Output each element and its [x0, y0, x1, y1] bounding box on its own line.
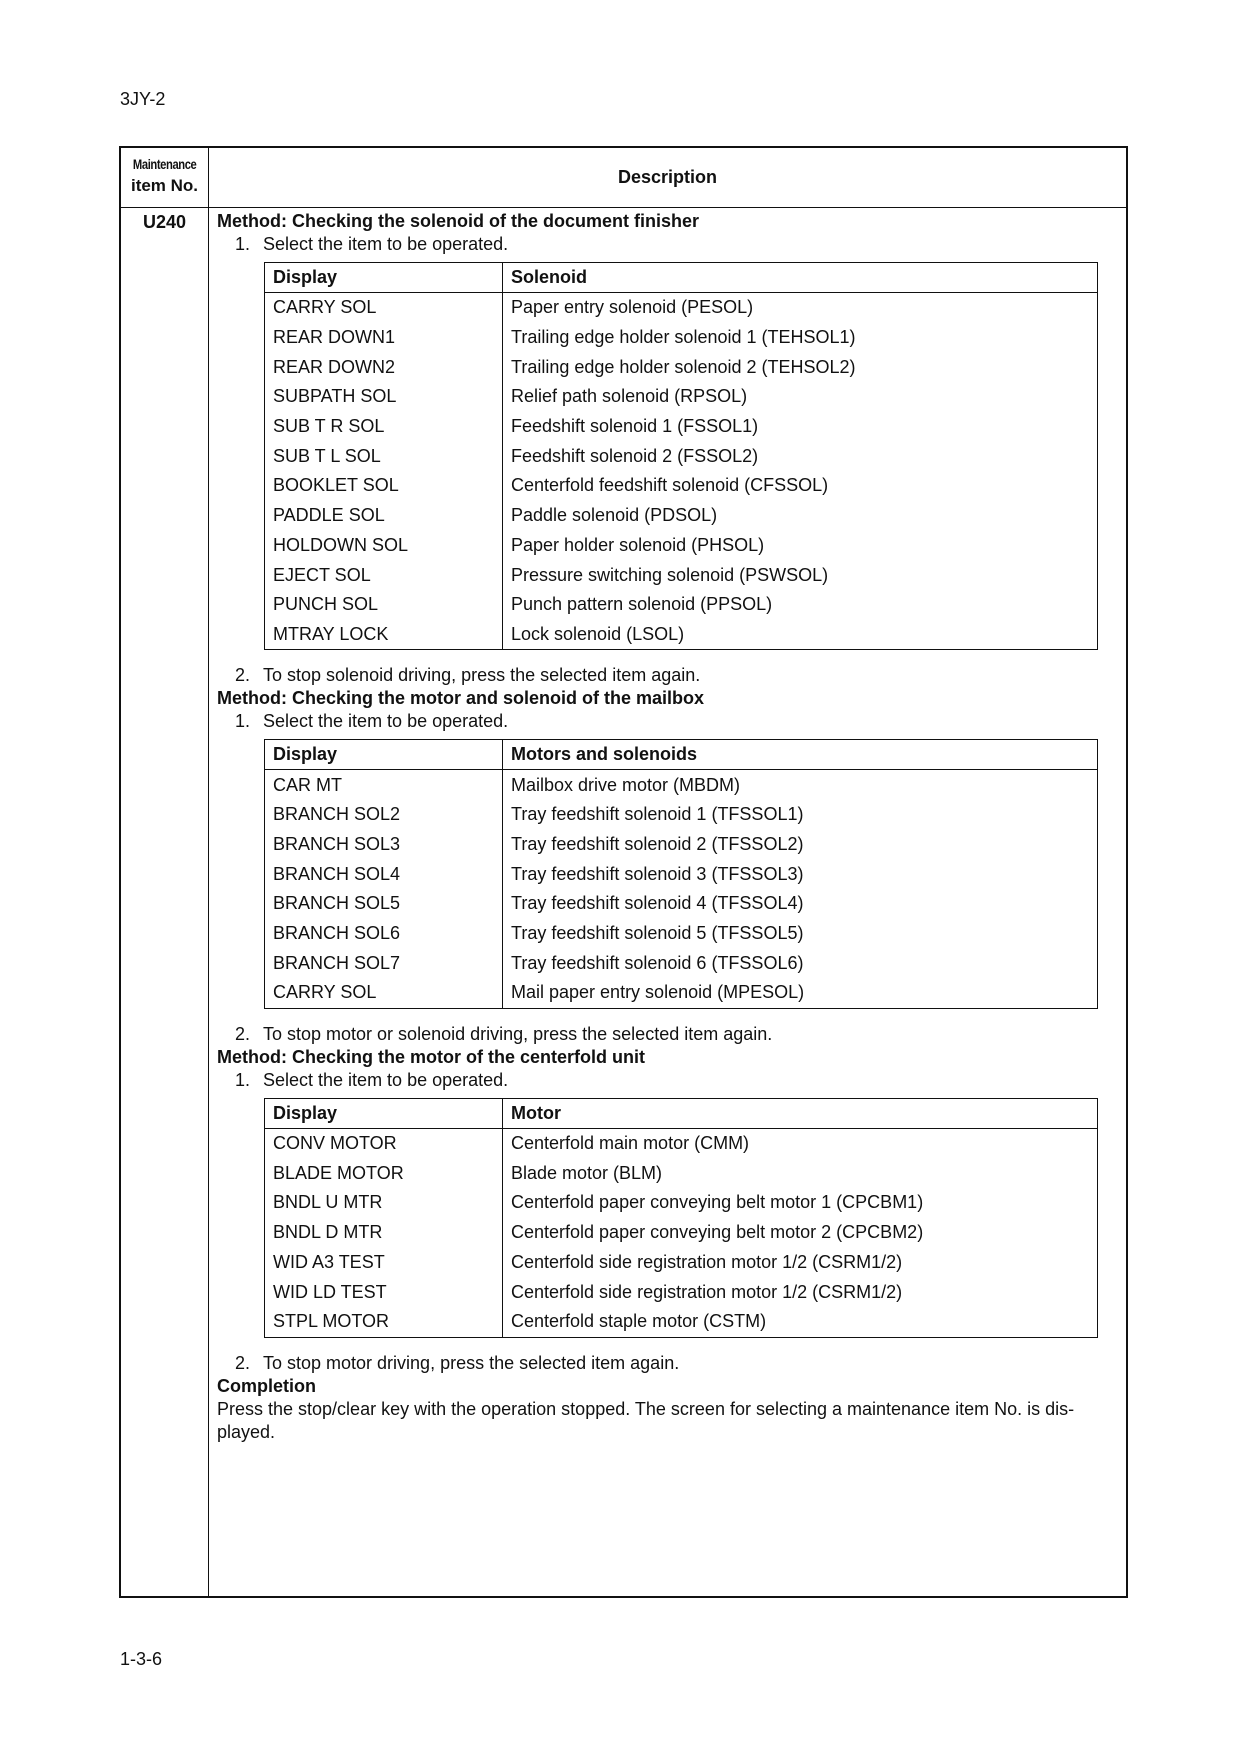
table-row	[265, 1218, 1098, 1248]
display-cell: CARRY SOL	[265, 293, 503, 323]
display-cell: BOOKLET SOL	[265, 471, 503, 501]
table-row	[265, 1188, 1098, 1218]
description-cell: Tray feedshift solenoid 4 (TFSSOL4)	[503, 889, 1098, 919]
description-cell: Centerfold paper conveying belt motor 1 (CPCBM1)	[503, 1188, 1098, 1218]
table-row	[265, 948, 1098, 978]
table-header-row	[265, 1098, 1098, 1128]
display-cell: CARRY SOL	[265, 978, 503, 1008]
step-text: To stop solenoid driving, press the selected item again.	[263, 665, 701, 686]
display-cell: SUB T L SOL	[265, 441, 503, 471]
step-text: Select the item to be operated.	[263, 234, 509, 254]
mailbox-table	[264, 739, 1098, 1009]
display-cell: BRANCH SOL2	[265, 800, 503, 830]
completion-text: Press the stop/clear key with the operation stopped. The screen for selecting a maintenance item No. is dis-played.	[217, 1398, 1075, 1442]
description-cell: Feedshift solenoid 1 (FSSOL1)	[503, 412, 1098, 442]
table-row	[265, 1158, 1098, 1188]
display-cell: BLADE MOTOR	[265, 1158, 503, 1188]
header-divider	[121, 207, 1126, 208]
description-cell: Punch pattern solenoid (PPSOL)	[503, 590, 1098, 620]
document-code: 3JY-2	[120, 89, 166, 109]
page-number: 1-3-6	[120, 1649, 163, 1669]
description-cell: Blade motor (BLM)	[503, 1158, 1098, 1188]
table-row	[265, 1248, 1098, 1278]
display-cell: WID A3 TEST	[265, 1248, 503, 1278]
display-cell: STPL MOTOR	[265, 1307, 503, 1337]
table-row	[265, 859, 1098, 889]
table-row	[265, 1128, 1098, 1158]
step-2: 2. To stop motor driving, press the selected item again.	[235, 1352, 680, 1373]
description-cell: Mailbox drive motor (MBDM)	[503, 770, 1098, 800]
description-cell: Centerfold paper conveying belt motor 2 (CPCBM2)	[503, 1218, 1098, 1248]
description-cell: Pressure switching solenoid (PSWSOL)	[503, 560, 1098, 590]
table-row	[265, 1307, 1098, 1337]
description-cell: Feedshift solenoid 2 (FSSOL2)	[503, 441, 1098, 471]
display-cell: BNDL U MTR	[265, 1188, 503, 1218]
solenoid-table	[264, 262, 1098, 650]
display-cell: PUNCH SOL	[265, 590, 503, 620]
table-row	[265, 800, 1098, 830]
maintenance-table	[119, 146, 1128, 1598]
column-divider	[208, 148, 209, 1596]
description-cell: Centerfold side registration motor 1/2 (CSRM1/2)	[503, 1277, 1098, 1307]
step-text: Select the item to be operated.	[263, 711, 509, 732]
table-row	[265, 501, 1098, 531]
table-row	[265, 919, 1098, 949]
step-text: To stop motor or solenoid driving, press the selected item again.	[263, 1023, 773, 1044]
item-number: U240	[142, 212, 187, 232]
table-header-cell: Solenoid	[503, 263, 1098, 293]
description-cell: Tray feedshift solenoid 5 (TFSSOL5)	[503, 919, 1098, 949]
display-cell: BRANCH SOL4	[265, 859, 503, 889]
display-cell: CAR MT	[265, 770, 503, 800]
table-row	[265, 531, 1098, 561]
table-row	[265, 471, 1098, 501]
display-cell: BRANCH SOL5	[265, 889, 503, 919]
description-cell: Relief path solenoid (RPSOL)	[503, 382, 1098, 412]
display-cell: BRANCH SOL6	[265, 919, 503, 949]
description-cell: Tray feedshift solenoid 6 (TFSSOL6)	[503, 948, 1098, 978]
display-cell: SUB T R SOL	[265, 412, 503, 442]
description-cell: Mail paper entry solenoid (MPESOL)	[503, 978, 1098, 1008]
step-text: Select the item to be operated.	[263, 1069, 509, 1090]
display-cell: CONV MOTOR	[265, 1128, 503, 1158]
table-row	[265, 412, 1098, 442]
table-row	[265, 293, 1098, 323]
table-row	[265, 620, 1098, 650]
description-cell: Paper entry solenoid (PESOL)	[503, 293, 1098, 323]
table-row	[265, 1277, 1098, 1307]
step-2: 2. To stop motor or solenoid driving, press the selected item again.	[235, 1023, 773, 1044]
table-row	[265, 382, 1098, 412]
table-header-cell: Motor	[503, 1098, 1098, 1128]
table-row	[265, 590, 1098, 620]
method-heading: Method: Checking the motor of the centerfold unit	[217, 1046, 645, 1067]
table-header-cell: Display	[265, 740, 503, 770]
table-row	[265, 441, 1098, 471]
description-cell: Paper holder solenoid (PHSOL)	[503, 531, 1098, 561]
table-row	[265, 770, 1098, 800]
display-cell: EJECT SOL	[265, 560, 503, 590]
table-header-cell: Motors and solenoids	[503, 740, 1098, 770]
description-cell: Trailing edge holder solenoid 1 (TEHSOL1)	[503, 323, 1098, 353]
table-header-cell: Display	[265, 1098, 503, 1128]
column-header-line2: item No.	[130, 176, 199, 195]
table-row	[265, 889, 1098, 919]
step-1: 1. Select the item to be operated.	[235, 711, 509, 732]
description-cell: Tray feedshift solenoid 3 (TFSSOL3)	[503, 859, 1098, 889]
table-row	[265, 352, 1098, 382]
display-cell: WID LD TEST	[265, 1277, 503, 1307]
table-row	[265, 978, 1098, 1008]
description-cell: Centerfold side registration motor 1/2 (CSRM1/2)	[503, 1248, 1098, 1278]
step-text: To stop motor driving, press the selected item again.	[263, 1352, 680, 1373]
table-header-cell: Display	[265, 263, 503, 293]
step-1: 1. Select the item to be operated.	[235, 234, 509, 254]
table-row	[265, 323, 1098, 353]
display-cell: BRANCH SOL7	[265, 948, 503, 978]
column-header-line1: Maintenance	[132, 156, 197, 172]
display-cell: SUBPATH SOL	[265, 382, 503, 412]
method-heading: Method: Checking the solenoid of the document finisher	[217, 211, 700, 231]
display-cell: PADDLE SOL	[265, 501, 503, 531]
description-cell: Centerfold main motor (CMM)	[503, 1128, 1098, 1158]
table-row	[265, 560, 1098, 590]
description-cell: Trailing edge holder solenoid 2 (TEHSOL2)	[503, 352, 1098, 382]
display-cell: BRANCH SOL3	[265, 830, 503, 860]
table-header-row	[265, 740, 1098, 770]
display-cell: MTRAY LOCK	[265, 620, 503, 650]
step-2: 2. To stop solenoid driving, press the selected item again.	[235, 665, 701, 686]
completion-heading: Completion	[217, 1375, 316, 1396]
description-cell: Tray feedshift solenoid 2 (TFSSOL2)	[503, 830, 1098, 860]
description-cell: Tray feedshift solenoid 1 (TFSSOL1)	[503, 800, 1098, 830]
display-cell: REAR DOWN1	[265, 323, 503, 353]
method-heading: Method: Checking the motor and solenoid of the mailbox	[217, 688, 705, 709]
description-cell: Centerfold staple motor (CSTM)	[503, 1307, 1098, 1337]
column-header-item-no	[121, 152, 208, 204]
description-cell: Centerfold feedshift solenoid (CFSSOL)	[503, 471, 1098, 501]
description-cell: Lock solenoid (LSOL)	[503, 620, 1098, 650]
table-header-row	[265, 263, 1098, 293]
table-row	[265, 830, 1098, 860]
step-1: 1. Select the item to be operated.	[235, 1069, 509, 1090]
centerfold-table	[264, 1098, 1098, 1338]
description-content	[217, 210, 1114, 1444]
display-cell: BNDL D MTR	[265, 1218, 503, 1248]
description-cell: Paddle solenoid (PDSOL)	[503, 501, 1098, 531]
display-cell: REAR DOWN2	[265, 352, 503, 382]
column-header-description: Description	[617, 167, 718, 187]
display-cell: HOLDOWN SOL	[265, 531, 503, 561]
